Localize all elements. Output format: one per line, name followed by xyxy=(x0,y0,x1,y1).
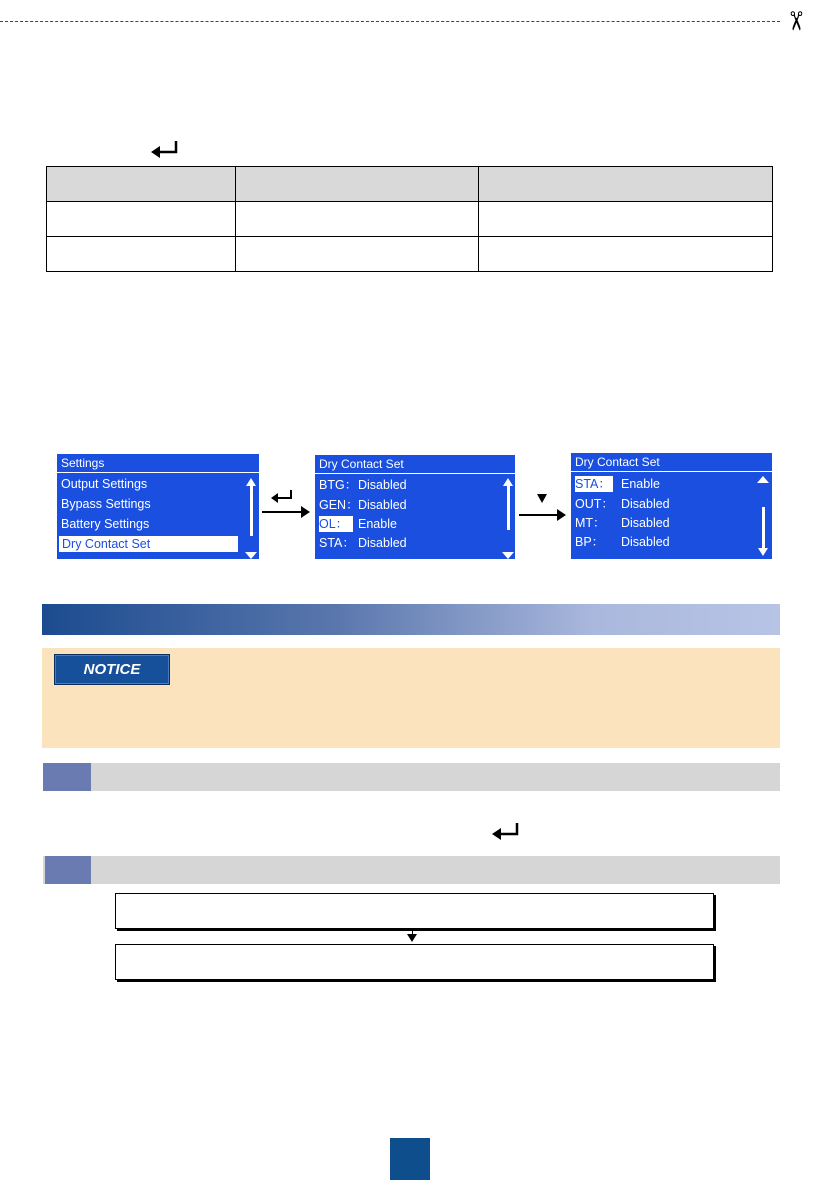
setting-label: OUT： xyxy=(575,497,614,511)
notice-badge: NOTICE xyxy=(54,654,170,685)
setting-label: OL： xyxy=(319,516,353,532)
setting-value: Disabled xyxy=(621,535,670,549)
setting-row-out[interactable] xyxy=(575,496,670,512)
lcd-dry-contact-screen-2 xyxy=(571,453,772,559)
scroll-down-icon xyxy=(245,552,257,559)
setting-row-bp[interactable] xyxy=(575,534,670,550)
down-key-icon xyxy=(537,494,547,503)
step-bar xyxy=(43,856,780,884)
section-header-bar xyxy=(42,604,780,635)
flow-arrow xyxy=(262,511,308,513)
lcd-title: Dry Contact Set xyxy=(315,455,515,474)
menu-item-dry-contact-set[interactable]: Dry Contact Set xyxy=(59,536,238,552)
setting-value: Enable xyxy=(621,477,660,491)
step-tab xyxy=(43,763,91,791)
table-cell xyxy=(479,202,773,237)
lcd-dry-contact-screen-1 xyxy=(315,455,515,559)
table-cell xyxy=(236,202,479,237)
lcd-title: Settings xyxy=(57,454,259,473)
step-bar xyxy=(43,763,780,791)
lcd-settings-screen xyxy=(57,454,259,559)
table-row xyxy=(47,202,773,237)
table-header-cell xyxy=(47,167,236,202)
setting-row-ol[interactable] xyxy=(319,516,397,532)
scroll-down-arrow-icon xyxy=(758,548,768,556)
scroll-up-icon xyxy=(757,476,769,483)
setting-value: Disabled xyxy=(358,498,407,512)
lcd-title: Dry Contact Set xyxy=(571,453,772,472)
table-cell xyxy=(47,202,236,237)
scroll-down-icon xyxy=(502,552,514,559)
setting-label: BTG： xyxy=(319,478,358,492)
setting-label: BP： xyxy=(575,535,605,549)
cut-line xyxy=(0,21,780,22)
table-cell xyxy=(47,237,236,272)
setting-value: Disabled xyxy=(358,478,407,492)
enter-key-icon xyxy=(270,489,294,505)
enter-key-icon xyxy=(150,140,180,160)
setting-row-mt[interactable] xyxy=(575,515,670,531)
table-header-cell xyxy=(236,167,479,202)
flow-arrow xyxy=(519,514,564,516)
table-cell xyxy=(479,237,773,272)
flow-connector-arrow-icon xyxy=(407,934,417,942)
setting-row-gen[interactable] xyxy=(319,497,407,513)
flow-box xyxy=(115,893,714,929)
page-number-block xyxy=(390,1138,430,1180)
setting-row-btg[interactable] xyxy=(319,477,407,493)
enter-key-icon xyxy=(491,822,521,842)
menu-item-battery-settings[interactable]: Battery Settings xyxy=(61,517,150,531)
step-tab xyxy=(45,856,91,884)
flow-box xyxy=(115,944,714,980)
setting-label: STA： xyxy=(319,536,355,550)
setting-label: STA： xyxy=(575,476,613,492)
scrollbar xyxy=(250,485,253,536)
setting-value: Disabled xyxy=(621,516,670,530)
setting-label: GEN： xyxy=(319,498,359,512)
setting-value: Disabled xyxy=(358,536,407,550)
table-cell xyxy=(236,237,479,272)
scrollbar xyxy=(507,485,510,530)
table-row xyxy=(47,237,773,272)
scissors-icon: ✂ xyxy=(780,10,811,32)
table-header-cell xyxy=(479,167,773,202)
table-header-row xyxy=(47,167,773,202)
setting-row-sta[interactable] xyxy=(319,535,407,551)
setting-value: Disabled xyxy=(621,497,670,511)
setting-label: MT： xyxy=(575,516,606,530)
parameter-table xyxy=(46,166,773,272)
setting-value: Enable xyxy=(358,517,397,531)
setting-row-sta[interactable] xyxy=(575,476,660,492)
menu-item-bypass-settings[interactable]: Bypass Settings xyxy=(61,497,151,511)
menu-item-output-settings[interactable]: Output Settings xyxy=(61,477,148,491)
scrollbar xyxy=(762,507,765,549)
